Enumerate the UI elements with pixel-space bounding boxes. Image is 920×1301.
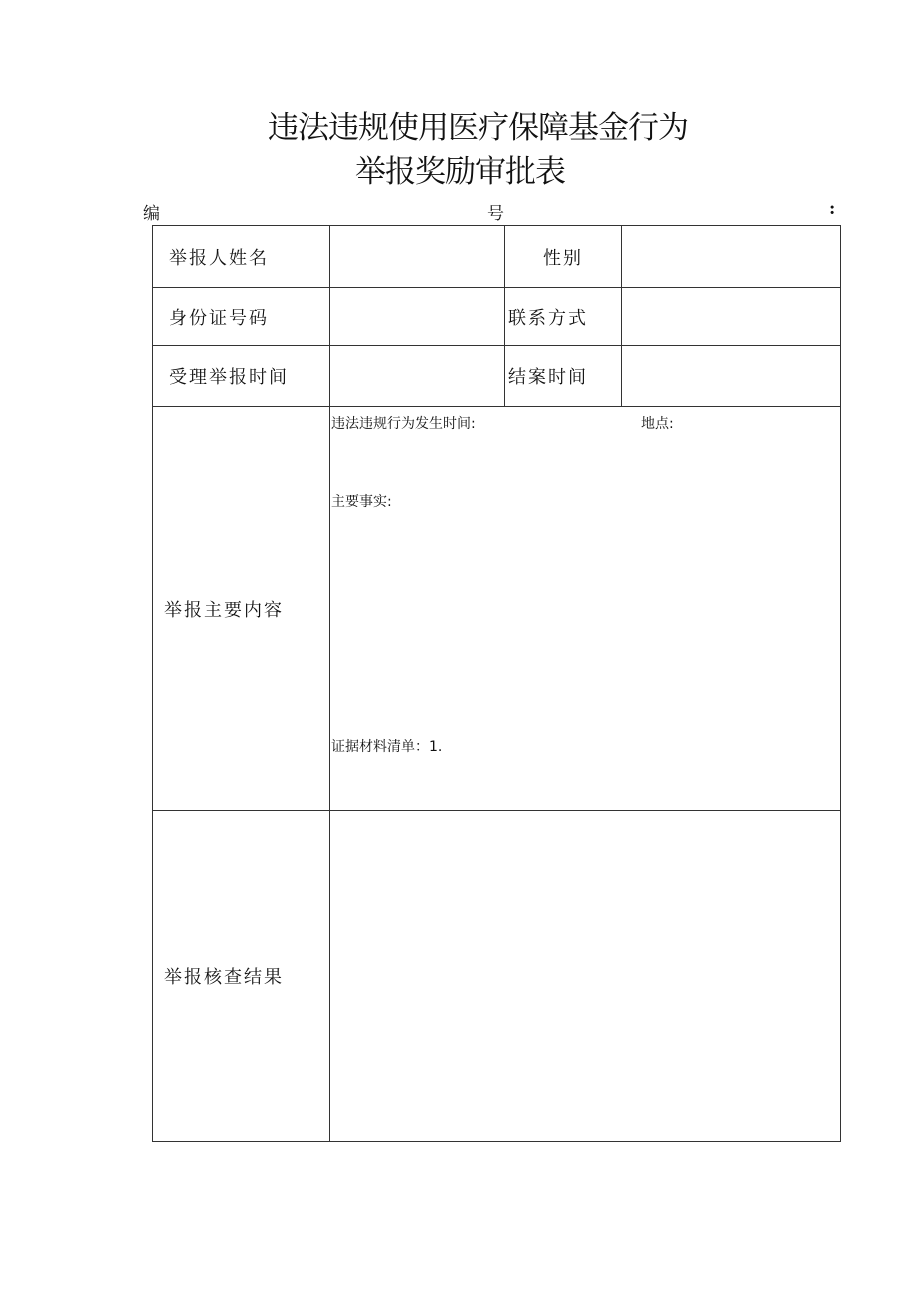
accept-time-label: 受理举报时间: [153, 346, 330, 407]
form-title-line1: 违法违规使用医疗保障基金行为: [268, 110, 688, 146]
table-row: [153, 226, 841, 288]
evidence-list-label: 证据材料清单：1.: [331, 739, 443, 755]
id-number-label: 身份证号码: [153, 288, 330, 346]
main-facts-label: 主要事实:: [331, 494, 392, 510]
table-row: [153, 407, 841, 811]
reporter-name-label: 举报人姓名: [153, 226, 330, 288]
gender-field[interactable]: [622, 226, 841, 288]
close-time-field[interactable]: [622, 346, 841, 407]
form-title-line2: 举报奖励审批表: [355, 154, 565, 190]
serial-label-char1: 编: [143, 204, 160, 224]
location-label: 地点:: [641, 416, 674, 432]
content-field[interactable]: [330, 407, 841, 811]
table-row: [153, 811, 841, 1142]
result-field[interactable]: [330, 811, 841, 1142]
serial-colon: :: [829, 199, 836, 219]
id-number-field[interactable]: [330, 288, 505, 346]
result-label: 举报核查结果: [153, 811, 330, 1142]
table-row: [153, 288, 841, 346]
content-label: 举报主要内容: [153, 407, 330, 811]
serial-label-char2: 号: [487, 204, 504, 224]
approval-form-table: [152, 225, 841, 1142]
occurrence-time-label: 违法违规行为发生时间:: [331, 416, 476, 432]
reporter-name-field[interactable]: [330, 226, 505, 288]
close-time-label: 结案时间: [505, 346, 622, 407]
contact-field[interactable]: [622, 288, 841, 346]
gender-label: 性别: [505, 226, 622, 288]
accept-time-field[interactable]: [330, 346, 505, 407]
table-row: [153, 346, 841, 407]
contact-label: 联系方式: [505, 288, 622, 346]
